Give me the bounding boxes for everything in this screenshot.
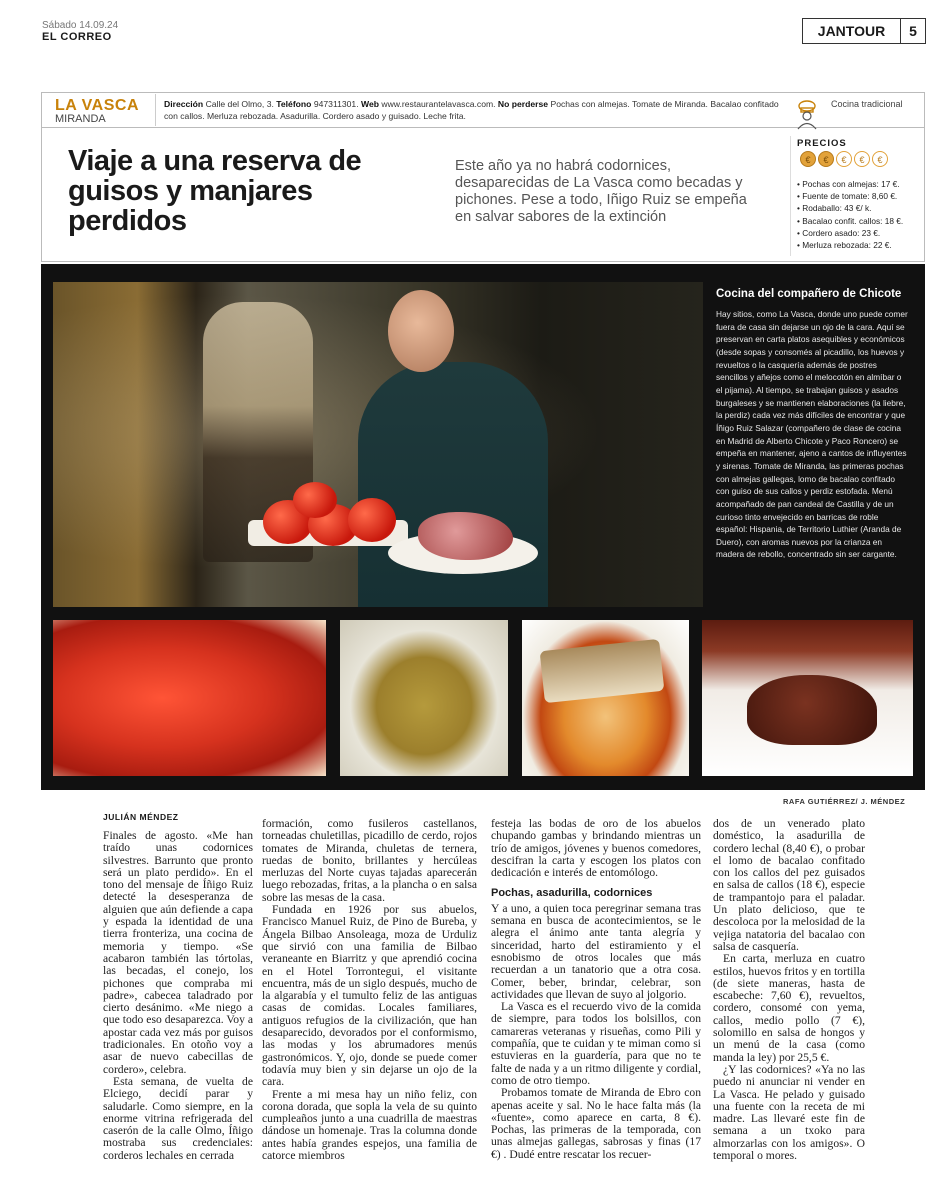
price-list [797,178,922,251]
article-column-4 [713,818,865,1162]
photo-credit: RAFA GUTIÉRREZ/ J. MÉNDEZ [783,797,906,806]
paragraph: festeja las bodas de oro de los abuelos chupando gambas y brindando mientras un trío de amigos, jóvenes y buenos comedores, descifran la carta y escogen los platos con dedicación e interés de entomólogo. [491,817,701,880]
main-photo [53,282,703,607]
price-item: • Fuente de tomate: 8,60 €. [797,190,922,202]
photo-bacalao [522,620,689,776]
price-coin-icon: € [836,151,852,167]
paragraph: dos de un venerado plato doméstico, la asadurilla de cordero lechal (8,40 €), o probar el lomo de bacalao confitado con los callos del pez guisados en salsa de callos (18 €), especie de trampantojo para el paladar. Un plato delicioso, que te descoloca por la melosidad de la vejiga natatoria del bacalao con salsa de casquería. [713,817,865,953]
divider [155,94,156,126]
chef-icon [794,100,820,130]
sidebar-title: Cocina del compañero de Chicote [716,288,902,300]
paragraph: En carta, merluza en cuatro estilos, huevos fritos y en tortilla (de siete maneras, hasta de escabeche: 7,60 €), revueltos, cordero, consomé con yema, callos, medio pollo (7 €), solomillo en salsa de hongos y un menú de la casa (como manda la ley) por 25,5 €. [713,952,865,1064]
photo-stew [702,620,913,776]
date: Sábado 14.09.24 [42,20,119,31]
stew-meat [747,675,877,745]
paragraph: Fundada en 1926 por sus abuelos, Francisco Manuel Ruiz, de Pino de Bureba, y Ángela Bilbao Ansoleaga, moza de Urduliz que sirvió con una familia de Bilbao veraneante en Biarritz y que aprendió cocina en el Hotel Torrontegui, el visitante encuentra, más de un siglo después, mucho de la algarabía y el tumulto feliz de las antiguas casas de comidas. Locales familiares, antiguos refugios de la civilización, que han desaparecido, devorados por el conformismo, las modas y los abrumadores menús gastronómicos. Y, ojo, donde se puede comer todavía muy bien y sin dejarse un ojo de la cara. [262,903,477,1089]
paragraph: ¿Y las codornices? «Ya no las puedo ni anunciar ni vender en La Vasca. He pelado y guisado una fuente con la receta de mi madre. Las llevaré este fin de semana a un txoko para almorzarlas con los amigos». O temporal o mores. [713,1062,865,1163]
subheadline: Este año ya no habrá codornices, desaparecidas de La Vasca como becadas y pichones. Pese a todo, Iñigo Ruiz se empeña en salvar sabores de la extinción [455,158,747,225]
paragraph: formación, como fusileros castellanos, torneadas chuletillas, picadillo de cerdo, rojos tomates de Miranda, chuletas de ternera, ruedas de bonito, brillantes y hercúleas merluzas del Norte cuyas tajadas aparecerán luego rebozadas, fritas, a la plancha o en salsa sobre las mesas de la casa. [262,817,477,904]
label-must-try: No perderse [497,99,549,109]
price-coin-icon: € [872,151,888,167]
price-item: • Bacalao confit. callos: 18 €. [797,215,922,227]
label-phone: Teléfono [276,99,312,109]
author-byline: JULIÁN MÉNDEZ [103,812,179,822]
price-coin-icon: € [854,151,870,167]
article-column-2 [262,818,477,1162]
price-item: • Merluza rebozada: 22 €. [797,239,922,251]
article-column-1 [103,830,253,1162]
restaurant-details [164,98,784,122]
website: www.restaurantelavasca.com. [381,99,496,109]
article-column-3 [491,818,701,1161]
restaurant-city: MIRANDA [55,113,106,125]
tomato [293,482,337,518]
newspaper-name: EL CORREO [42,31,112,43]
label-address: Dirección [164,99,204,109]
section-box [802,18,926,44]
photo-pochas [340,620,508,776]
restaurant-name: LA VASCA [55,97,139,114]
price-rating [800,151,890,171]
price-item: • Rodaballo: 43 €/ k. [797,202,922,214]
address: Calle del Olmo, 3. [205,99,274,109]
cuisine-type: Cocina tradicional [831,99,903,109]
phone: 947311301. [313,99,359,109]
prices-divider [790,136,791,256]
paragraph: Esta semana, de vuelta de Elciego, decidí parar y saludarle. Como siempre, en la enorme vitrina refrigerada del caserón de la calle Olmo, Íñigo mostraba sus credenciales: corderos lechales en cerrada [103,1074,253,1162]
page-number: 5 [909,23,917,39]
price-coin-icon: € [818,151,834,167]
prices-title: PRECIOS [797,138,847,149]
paragraph: Y a uno, a quien toca peregrinar semana tras semana en busca de acontecimientos, se le alegra el ánimo ante tanta alegría y sinceridad, harto del estiramiento y el esnobismo de otros locales que más recuerdan a un tanatorio que a otra cosa. Comer, beber, brindar, celebrar, son actividades que llevan de suyo al jolgorio. [491,901,701,1001]
price-item: • Cordero asado: 23 €. [797,227,922,239]
chef-head [388,290,454,372]
paragraph: La Vasca es el recuerdo vivo de la comida de siempre, para todos los bolsillos, con camareras veteranas y risueñas, como Pili y compañía, que te cuidan y te miman como si estuvieras en la guardería, para que no te falte de nada y a un ritmo diligente y cordial, como de otro tiempo. [491,1000,701,1087]
photo-tomato-salad [53,620,326,776]
must-try: Pochas con almejas. Tomate de Miranda. Bacalao confitado con callos. Merluza rebozada. Asadurilla. Cordero asado y guisado. Leche frita. [164,99,779,121]
paragraph: Probamos tomate de Miranda de Ebro con apenas aceite y sal. No le hace falta más (la «fuente», como aparece en carta, 8 €). Pochas, las primeras de la temporada, con unas almejas gallegas, sabrosas y finas (17 €) . Dudé entre rescatar los recuer- [491,1086,701,1161]
paragraph: Frente a mi mesa hay un niño feliz, con corona dorada, que sopla la vela de su quinto cumpleaños junto a una cuadrilla de maestras dándose un homenaje. Tras la columna donde antes había grandes espejos, una familia de catorce miembros [262,1087,477,1163]
sidebar-text: Hay sitios, como La Vasca, donde uno puede comer fuera de casa sin dejarse un ojo de la cara. Aquí se preservan en carta platos asequibles y económicos (desde sopas y consomés al picadillo, los huevos y revueltos o la casquería además de postres sencillos y añejos como el melocotón en almíbar o el pijama). Al tiempo, se trabajan guisos y asados burgaleses y se mantienen elaboraciones (la liebre, la perdiz) cada vez más difíciles de encontrar y que Íñigo Ruiz Salazar (compañero de clase de cocina en Madrid de Alberto Chicote y Paco Roncero) se empeña en mantener, ajeno a cantos de influyentes y sirenas. Tomate de Miranda, las primeras pochas con almejas gallegas, lomo de bacalao confitado con guiso de sus callos y perdiz estofada. Menú acompañado de pan candeal de Castilla y de un curioso tinto envejecido en barricas de roble español: Hispania, de Territorio Luthier (Aranda de Duero), con aromas nuevos por la crianza en madera de rebollo, concentrado sin ser cargante. [716,309,908,560]
fish-fillet [540,639,665,703]
headline: Viaje a una reserva de guisos y manjares perdidos [68,145,362,237]
tomato [348,498,396,542]
price-item: • Pochas con almejas: 17 €. [797,178,922,190]
column-subheading: Pochas, asadurilla, codornices [491,887,653,900]
price-coin-icon: € [800,151,816,167]
paragraph: Finales de agosto. «Me han traído unas codornices silvestres. Barrunto que pronto será un plato perdido». En el tono del mensaje de Íñigo Ruiz detecté la desesperanza de alguien que aún defiende a capa y espada la identidad de una tierra fronteriza, una cocina de memoria y tiempo. «Se acabaron también las tórtolas, las becadas, el conejo, los pichones que compraba mi padre», cabecea taladrado por cierto desánimo. «Me niego a que todo eso desaparezca. Voy a apostar cada vez más por guisos tradicionales. En otoño voy a asar de nuevo cabecillas de cordero», celebra. [103,829,253,1076]
section-name: JANTOUR [803,19,901,43]
label-web: Web [360,99,379,109]
